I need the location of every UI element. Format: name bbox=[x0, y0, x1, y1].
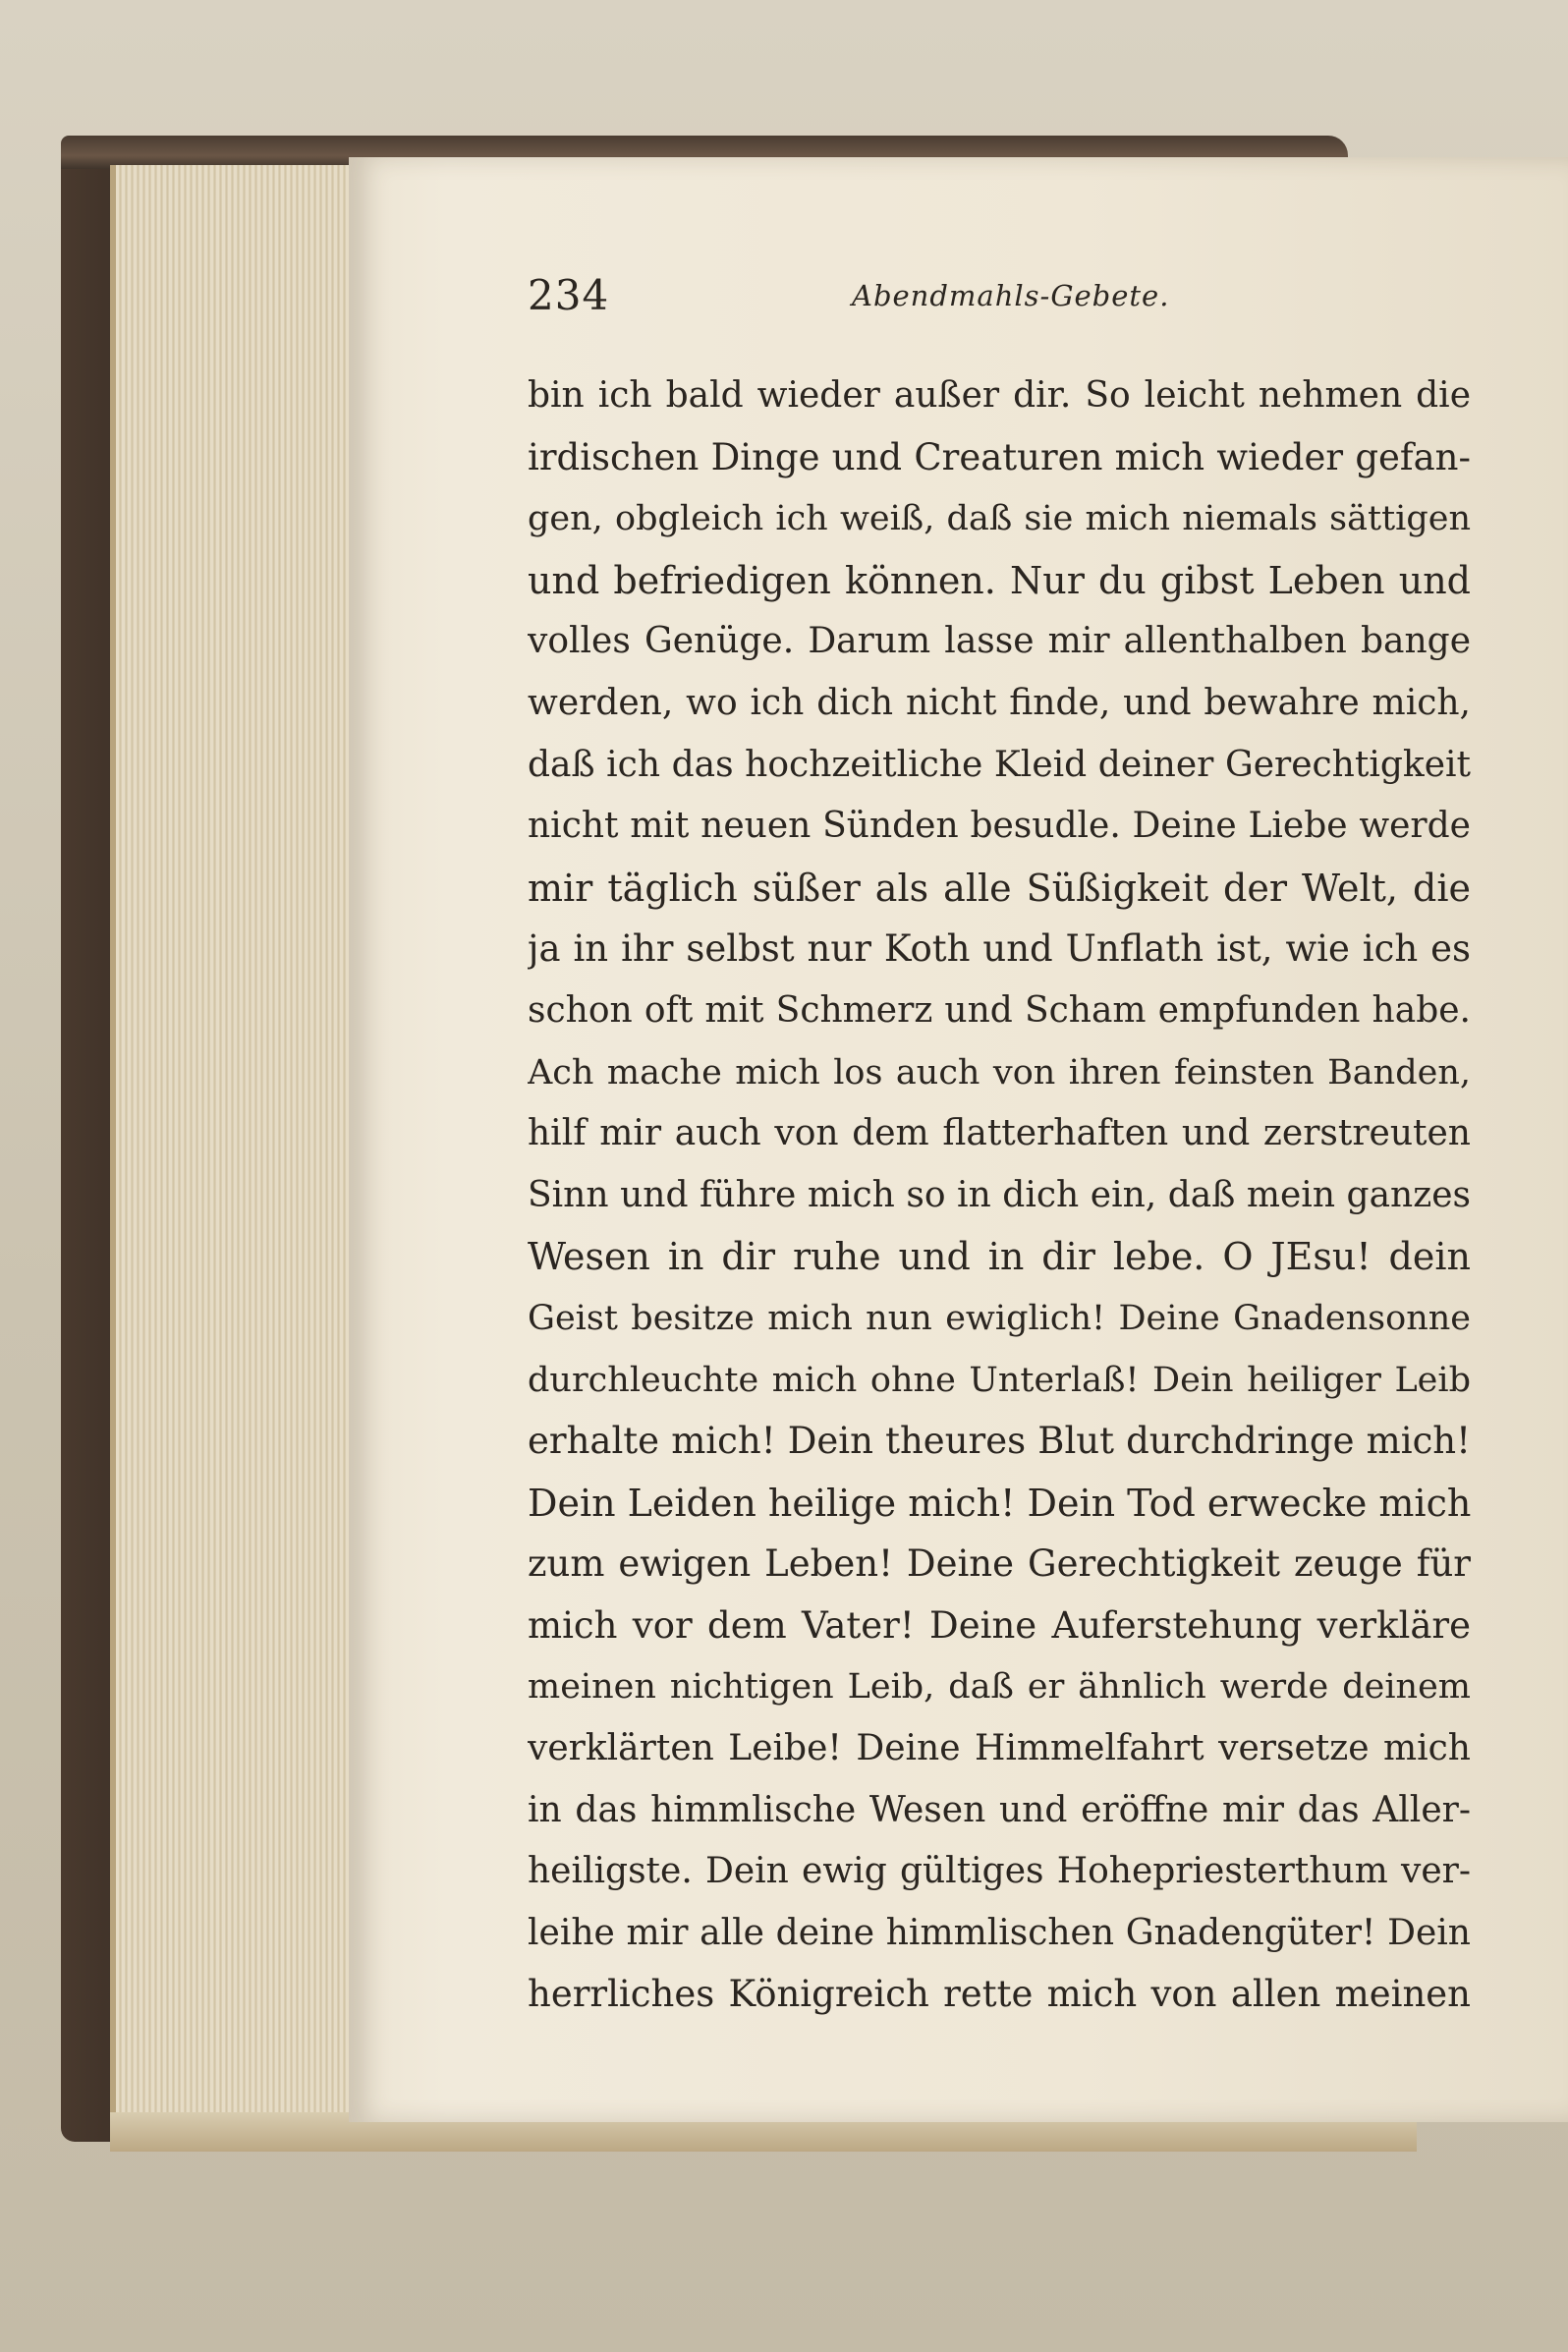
text-line: herrliches Königreich rette mich von allen meinen bbox=[528, 1973, 1471, 2016]
text-line: schon oft mit Schmerz und Scham empfunden habe. bbox=[528, 989, 1471, 1031]
text-line: volles Genüge. Darum lasse mir allenthalben bange bbox=[528, 621, 1471, 662]
text-line: gen, obgleich ich weiß, daß sie mich niemals sättigen bbox=[528, 499, 1471, 539]
text-line: nicht mit neuen Sünden besudle. Deine Liebe werde bbox=[528, 806, 1471, 847]
text-line: mir täglich süßer als alle Süßigkeit der Welt, die bbox=[528, 866, 1471, 910]
page-header bbox=[528, 271, 1186, 330]
text-line: hilf mir auch von dem flatterhaften und zerstreuten bbox=[528, 1113, 1471, 1154]
text-line: meinen nichtigen Leib, daß er ähnlich werde deinem bbox=[528, 1667, 1471, 1708]
text-line: ja in ihr selbst nur Koth und Unflath ist, wie ich es bbox=[528, 927, 1471, 971]
body-text bbox=[528, 365, 1471, 2026]
text-line: bin ich bald wieder außer dir. So leicht nehmen die bbox=[528, 375, 1471, 416]
text-line: leihe mir alle deine himmlischen Gnadengüter! Dein bbox=[528, 1912, 1471, 1953]
text-line: Dein Leiden heilige mich! Dein Tod erwecke mich bbox=[528, 1481, 1471, 1525]
text-line: Ach mache mich los auch von ihren feinsten Banden, bbox=[528, 1052, 1471, 1092]
text-line: verklärten Leibe! Deine Himmelfahrt versetze mich bbox=[528, 1728, 1471, 1769]
running-head: Abendmahls-Gebete. bbox=[852, 279, 1170, 312]
text-line: erhalte mich! Dein theures Blut durchdringe mich! bbox=[528, 1420, 1471, 1463]
text-line: durchleuchte mich ohne Unterlaß! Dein heiliger Leib bbox=[528, 1360, 1471, 1400]
text-line: mich vor dem Vater! Deine Auferstehung verkläre bbox=[528, 1603, 1471, 1647]
text-line: werden, wo ich dich nicht finde, und bewahre mich, bbox=[528, 682, 1471, 723]
page-number: 234 bbox=[528, 271, 610, 319]
page-edges bbox=[110, 165, 362, 2140]
text-line: irdischen Dinge und Creaturen mich wieder gefan- bbox=[528, 435, 1471, 478]
text-line: daß ich das hochzeitliche Kleid deiner Gerechtigkeit bbox=[528, 744, 1471, 785]
text-line: in das himmlische Wesen und eröffne mir das Aller- bbox=[528, 1789, 1471, 1830]
text-line: und befriedigen können. Nur du gibst Leben und bbox=[528, 558, 1471, 602]
text-line: heiligste. Dein ewig gültiges Hohepriesterthum ver- bbox=[528, 1851, 1471, 1892]
text-line: Wesen in dir ruhe und in dir lebe. O JEsu! dein bbox=[528, 1235, 1471, 1279]
text-line: Geist besitze mich nun ewiglich! Deine Gnadensonne bbox=[528, 1298, 1471, 1338]
text-line: zum ewigen Leben! Deine Gerechtigkeit zeuge für bbox=[528, 1542, 1471, 1586]
text-line: Sinn und führe mich so in dich ein, daß mein ganzes bbox=[528, 1174, 1471, 1215]
